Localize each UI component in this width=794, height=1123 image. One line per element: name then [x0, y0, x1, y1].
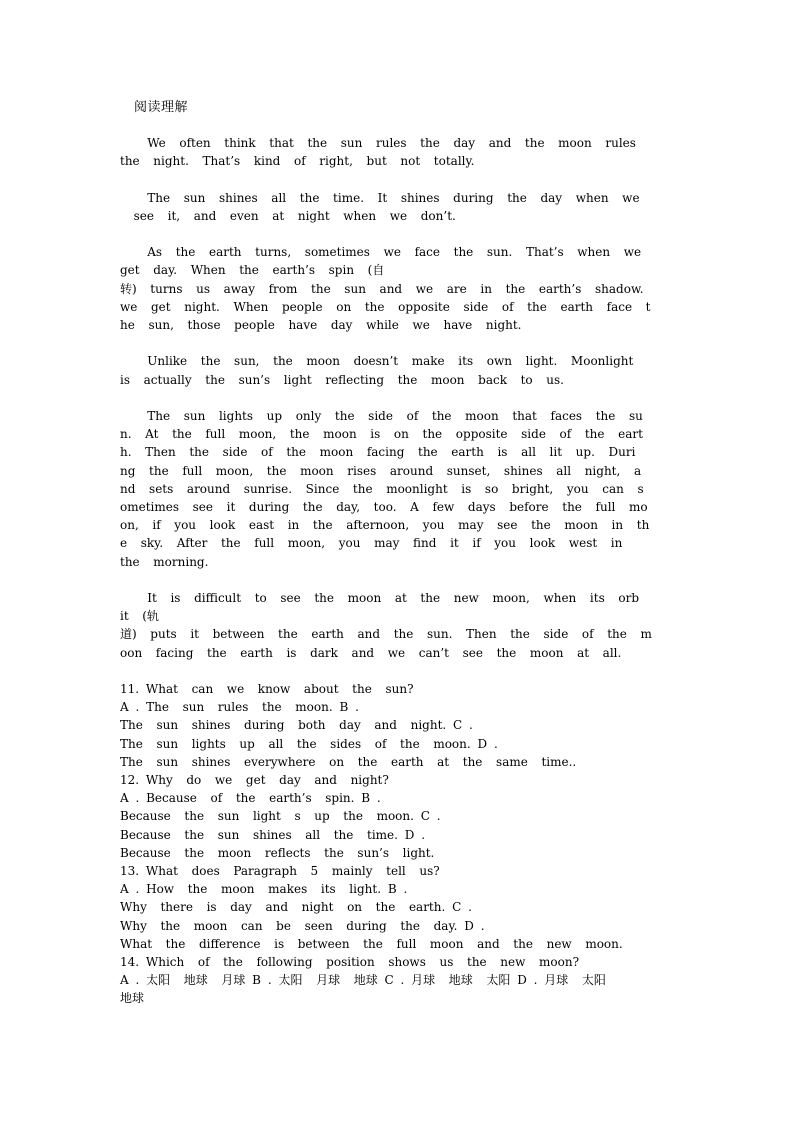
text-line: 转) turns us away from the sun and we are in the earth’s shadow.	[120, 281, 644, 296]
text-line: A . 太阳 地球 月球 B . 太阳 月球 地球 C . 月球 地球 太阳 D . 月球 太阳	[120, 973, 606, 988]
text-line: is actually the sun’s light reflecting the moon back to us.	[120, 372, 564, 387]
text-line: A . Because of the earth’s spin. B .	[120, 791, 381, 806]
text-line: It is difficult to see the moon at the new moon, when its orb	[120, 591, 639, 605]
text-line: The sun shines everywhere on the earth at the same time..	[120, 754, 577, 769]
text-line: 11. What can we know about the sun?	[120, 682, 414, 696]
text-line: he sun, those people have day while we have night.	[120, 318, 522, 332]
text-line: see it, and even at night when we don’t.	[120, 208, 456, 223]
text-line: Why the moon can be seen during the day. D .	[120, 918, 485, 933]
text-line: on, if you look east in the afternoon, you may see the moon in th	[120, 518, 650, 533]
text-line: 道) puts it between the earth and the sun. Then the side of the m	[120, 627, 652, 642]
text-line: The sun shines all the time. It shines during the day when we	[120, 190, 640, 205]
text-line: 13. What does Paragraph 5 mainly tell us?	[120, 864, 440, 878]
text-line: Because the moon reflects the sun’s light.	[120, 845, 435, 860]
text-line: The sun shines during both day and night. C .	[120, 718, 473, 733]
text-line: What the difference is between the full moon and the new moon.	[120, 936, 623, 951]
text-line: ng the full moon, the moon rises around sunset, shines all night, a	[120, 463, 642, 478]
text-line: Unlike the sun, the moon doesn’t make its own light. Moonlight	[120, 354, 634, 369]
text-line: h. Then the side of the moon facing the earth is all lit up. Duri	[120, 445, 636, 460]
text-line: n. At the full moon, the moon is on the opposite side of the eart	[120, 427, 643, 442]
text-line: A . How the moon makes its light. B .	[120, 882, 408, 897]
text-line: We often think that the sun rules the day and the moon rules	[120, 136, 636, 150]
text-line: the night. That’s kind of right, but not totally.	[120, 154, 475, 169]
text-line: A . The sun rules the moon. B .	[120, 700, 359, 715]
text-line: we get night. When people on the opposite side of the earth face t	[120, 299, 651, 314]
text-line: As the earth turns, sometimes we face the sun. That’s when we	[120, 245, 642, 260]
text-line: get day. When the earth’s spin (自	[120, 263, 385, 278]
text-line: nd sets around sunrise. Since the moonlight is so bright, you can s	[120, 481, 644, 496]
text-line: 12. Why do we get day and night?	[120, 773, 389, 787]
text-line: The sun lights up all the sides of the moon. D .	[120, 736, 498, 751]
page-title: 阅读理解	[134, 100, 189, 115]
text-line: oon facing the earth is dark and we can’t see the moon at all.	[120, 645, 622, 660]
text-line: 地球	[120, 991, 145, 1006]
text-line: ometimes see it during the day, too. A few days before the full mo	[120, 500, 648, 514]
text-line: The sun lights up only the side of the moon that faces the su	[120, 409, 643, 423]
text-line: Why there is day and night on the earth. C .	[120, 900, 472, 915]
text-line: Because the sun shines all the time. D .	[120, 827, 426, 842]
text-line: e sky. After the full moon, you may find it if you look west in	[120, 536, 623, 551]
text-line: 14. Which of the following position shows us the new moon?	[120, 955, 579, 969]
text-line: it (轨	[120, 609, 159, 624]
text-line: the morning.	[120, 554, 209, 569]
text-line: Because the sun light s up the moon. C .	[120, 809, 441, 824]
